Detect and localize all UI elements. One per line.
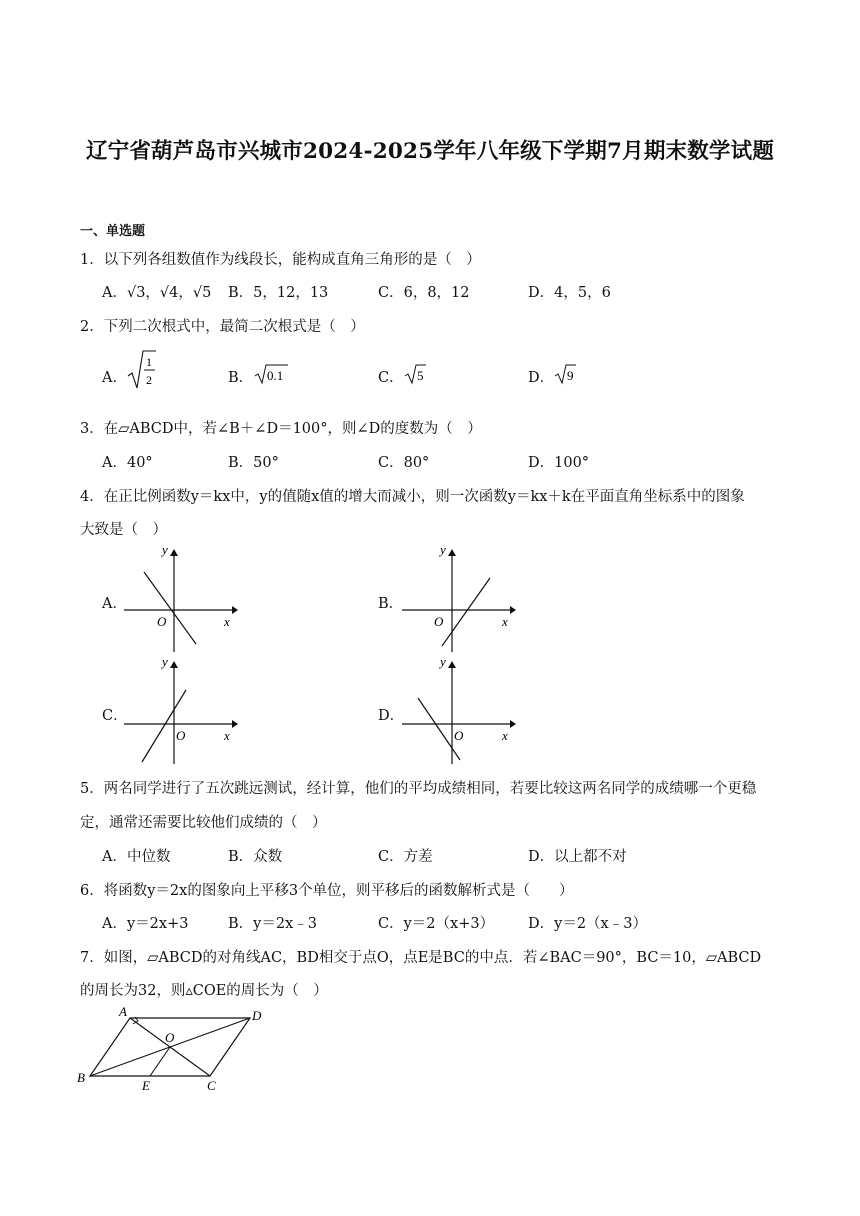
question-5-option-c: C．方差 [378, 849, 433, 865]
question-4-option-b-label: B． [378, 596, 404, 612]
question-6-option-c: C．y＝2（x+3） [378, 916, 495, 932]
question-3-option-a: A．40° [102, 455, 153, 471]
question-5-stem-line-2: 定，通常还需要比较他们成绩的（ ） [80, 815, 327, 831]
question-2-stem: 2．下列二次根式中，最简二次根式是（ ） [80, 319, 365, 335]
y-axis-label: y [440, 656, 446, 669]
question-3-option-b: B．50° [228, 455, 279, 471]
question-3-option-c: C．80° [378, 455, 430, 471]
question-1-option-c: C．6，8，12 [378, 285, 470, 301]
radicand: 9 [567, 368, 574, 383]
y-axis-label: y [162, 544, 168, 557]
segment-oe [150, 1047, 170, 1076]
function-line [144, 572, 196, 644]
origin-label: O [157, 614, 167, 629]
x-axis-label: x [502, 614, 508, 629]
section-heading: 一、单选题 [80, 224, 146, 239]
fraction-denominator: 2 [146, 373, 152, 387]
origin-label: O [176, 728, 186, 743]
question-4-graph-a [120, 544, 240, 654]
question-5-stem-line-1: 5．两名同学进行了五次跳远测试，经计算，他们的平均成绩相同，若要比较这两名同学的成绩哪一个更稳 [80, 781, 757, 797]
function-line [142, 690, 186, 762]
vertex-d-label: D [252, 1008, 262, 1023]
question-7-parallelogram-figure [72, 1004, 272, 1096]
vertex-a-label: A [119, 1004, 127, 1019]
radicand: 0.1 [267, 368, 284, 383]
question-2-option-a-label: A． [102, 370, 127, 386]
question-6-option-a: A．y＝2x+3 [102, 916, 189, 932]
radicand: 5 [417, 368, 424, 383]
vertex-c-label: C [207, 1078, 216, 1093]
question-2-option-b-radical [253, 363, 289, 385]
question-4-graph-d [398, 656, 518, 766]
question-4-option-a-label: A． [102, 596, 127, 612]
y-axis-label: y [162, 656, 168, 669]
page-title: 辽宁省葫芦岛市兴城市2024-2025学年八年级下学期7月期末数学试题 [85, 139, 775, 164]
x-axis-label: x [502, 728, 508, 743]
origin-label: O [434, 614, 444, 629]
point-o-label: O [165, 1030, 175, 1045]
question-2-option-c-radical [403, 363, 427, 385]
question-7-stem-line-1: 7．如图，▱ABCD的对角线AC，BD相交于点O，点E是BC的中点．若∠BAC＝90°，BC＝10，▱ABCD [80, 950, 762, 966]
question-6-option-d: D．y＝2（x﹣3） [528, 916, 647, 932]
question-4-stem-line-2: 大致是（ ） [80, 522, 167, 538]
question-1-stem: 1．以下列各组数值作为线段长，能构成直角三角形的是（ ） [80, 252, 481, 268]
question-6-option-b: B．y＝2x﹣3 [228, 916, 317, 932]
question-5-option-b: B．众数 [228, 849, 283, 865]
question-2-option-a-radical [126, 348, 156, 392]
point-e-label: E [142, 1078, 150, 1093]
question-1-option-d: D．4，5，6 [528, 285, 611, 301]
question-3-option-d: D．100° [528, 455, 590, 471]
question-6-stem: 6．将函数y＝2x的图象向上平移3个单位，则平移后的函数解析式是（ ） [80, 883, 574, 899]
question-4-stem-line-1: 4．在正比例函数y＝kx中，y的值随x值的增大而减小，则一次函数y＝kx＋k在平面直角坐标系中的图象 [80, 489, 745, 505]
function-line [442, 578, 490, 646]
question-2-option-d-label: D． [528, 370, 555, 386]
x-axis-label: x [224, 728, 230, 743]
question-2-option-c-label: C． [378, 370, 404, 386]
question-7-stem-line-2: 的周长为32，则▵COE的周长为（ ） [80, 983, 328, 999]
question-1-option-b: B．5，12，13 [228, 285, 329, 301]
origin-label: O [454, 728, 464, 743]
question-2-option-d-radical [553, 363, 577, 385]
y-axis-label: y [440, 544, 446, 557]
vertex-b-label: B [77, 1070, 85, 1085]
fraction-numerator: 1 [146, 355, 152, 369]
question-5-option-d: D．以上都不对 [528, 849, 627, 865]
question-2-option-b-label: B． [228, 370, 254, 386]
question-3-stem: 3．在▱ABCD中，若∠B＋∠D＝100°，则∠D的度数为（ ） [80, 421, 482, 437]
x-axis-label: x [224, 614, 230, 629]
question-4-graph-c [120, 656, 240, 766]
question-4-graph-b [398, 544, 518, 654]
question-4-option-d-label: D． [378, 708, 405, 724]
question-1-option-a: A．√3，√4，√5 [102, 285, 212, 301]
question-4-option-c-label: C． [102, 708, 128, 724]
question-5-option-a: A．中位数 [102, 849, 171, 865]
